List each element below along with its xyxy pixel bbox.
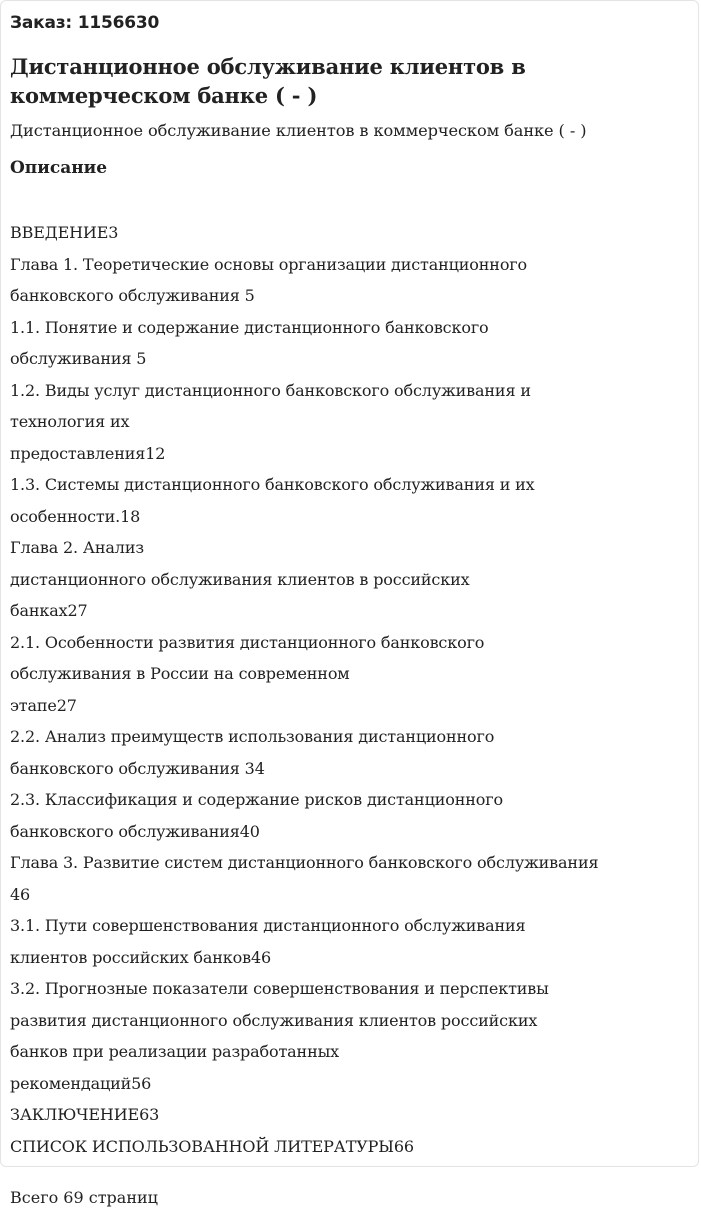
toc-line bbox=[10, 912, 694, 944]
toc-line bbox=[10, 723, 694, 755]
toc-line-text: обслуживания bbox=[10, 349, 137, 368]
toc-line bbox=[10, 471, 694, 503]
toc-line-text: 3.2. Прогнозные показатели совершенствования и перспективы bbox=[10, 979, 549, 998]
toc-line-text: развития дистанционного обслуживания клиентов российских bbox=[10, 1010, 538, 1030]
description-heading: Описание bbox=[10, 158, 108, 178]
toc-line-text: особенности. bbox=[10, 506, 121, 526]
toc-line-text: Глава 1. Теоретические основы организации дистанционного bbox=[10, 254, 528, 274]
toc-line-text: дистанционного обслуживания клиентов в российских bbox=[10, 569, 470, 589]
toc-line bbox=[10, 786, 694, 818]
toc-line-text: 1.3. Системы дистанционного банковского обслуживания и их bbox=[10, 475, 535, 494]
total-pages: Всего 69 страниц bbox=[10, 1188, 158, 1207]
toc-line bbox=[10, 1101, 694, 1133]
toc-page-number: 5 bbox=[136, 349, 147, 368]
toc-line-text: технология их bbox=[10, 412, 130, 431]
toc-page-number: 5 bbox=[244, 286, 255, 305]
toc-page-number: 12 bbox=[145, 443, 166, 463]
order-number: Заказ: 1156630 bbox=[10, 13, 160, 33]
toc-line bbox=[10, 1133, 694, 1165]
toc-line bbox=[10, 975, 694, 1007]
toc-line bbox=[10, 251, 694, 283]
toc-line bbox=[10, 629, 694, 661]
document-title bbox=[10, 52, 694, 110]
toc-line-text: банковского обслуживания bbox=[10, 821, 240, 841]
document-title-line-2: коммерческом банке ( - ) bbox=[10, 83, 318, 108]
toc-line bbox=[10, 849, 694, 881]
toc-page-number: 66 bbox=[393, 1136, 414, 1156]
toc-line-text: ЗАКЛЮЧЕНИЕ bbox=[10, 1105, 140, 1124]
toc-line bbox=[10, 660, 694, 692]
toc-page-number: 18 bbox=[120, 506, 141, 526]
toc-page-number: 40 bbox=[239, 821, 260, 841]
toc-line bbox=[10, 503, 694, 535]
toc-line-text: 3.1. Пути совершенствования дистанционного обслуживания bbox=[10, 916, 526, 935]
toc-page-number: 27 bbox=[67, 601, 88, 620]
toc-line-text: 2.3. Классификация и содержание рисков дистанционного bbox=[10, 790, 503, 809]
toc-page-number: 34 bbox=[244, 758, 265, 778]
toc-line-text: СПИСОК ИСПОЛЬЗОВАННОЙ ЛИТЕРАТУРЫ bbox=[10, 1136, 394, 1156]
toc-line bbox=[10, 408, 694, 440]
toc-line-text: Глава 2. Анализ bbox=[10, 538, 144, 557]
toc-line bbox=[10, 818, 694, 850]
toc-line bbox=[10, 282, 694, 314]
toc-line bbox=[10, 440, 694, 472]
toc-line bbox=[10, 377, 694, 409]
toc-line bbox=[10, 881, 694, 913]
toc-line bbox=[10, 597, 694, 629]
toc-page-number: 46 bbox=[250, 947, 272, 967]
toc-line-text: 1.2. Виды услуг дистанционного банковского обслуживания и bbox=[10, 380, 531, 400]
toc-line bbox=[10, 1038, 694, 1070]
toc-line bbox=[10, 314, 694, 346]
toc-line-text: банках bbox=[10, 601, 68, 620]
toc-line-text: 2.1. Особенности развития дистанционного банковского bbox=[10, 632, 485, 652]
document-content bbox=[10, 9, 694, 1212]
toc-page-number: 46 bbox=[10, 884, 31, 904]
toc-page-number: 56 bbox=[131, 1073, 152, 1093]
toc-page-number: 3 bbox=[108, 223, 119, 242]
toc-line bbox=[10, 534, 694, 566]
document-title-line-1: Дистанционное обслуживание клиентов в bbox=[10, 54, 526, 79]
toc-line bbox=[10, 345, 694, 377]
toc-line-text: банков при реализации разработанных bbox=[10, 1042, 340, 1061]
toc-line-text: этапе bbox=[10, 695, 57, 715]
toc-line-text: банковского обслуживания bbox=[10, 286, 245, 305]
toc-line-text: ВВЕДЕНИЕ bbox=[10, 223, 109, 242]
toc-line-text: клиентов российских банков bbox=[10, 947, 251, 967]
toc-line bbox=[10, 755, 694, 787]
document-subtitle: Дистанционное обслуживание клиентов в коммерческом банке ( - ) bbox=[10, 121, 587, 140]
toc-line bbox=[10, 1070, 694, 1102]
toc-line-text: Глава 3. Развитие систем дистанционного банковского обслуживания bbox=[10, 853, 599, 872]
toc-line bbox=[10, 566, 694, 598]
toc-line-text: 1.1. Понятие и содержание дистанционного банковского bbox=[10, 317, 489, 337]
toc-page-number: 27 bbox=[56, 695, 77, 715]
toc-line-text: обслуживания в России на современном bbox=[10, 664, 350, 683]
toc-line-text: предоставления bbox=[10, 443, 146, 463]
toc-line-text: рекомендаций bbox=[10, 1073, 132, 1093]
toc-line bbox=[10, 1007, 694, 1039]
table-of-contents bbox=[10, 219, 694, 1164]
toc-line bbox=[10, 692, 694, 724]
toc-page-number: 63 bbox=[139, 1105, 160, 1124]
toc-line-text: 2.2. Анализ преимуществ использования дистанционного bbox=[10, 727, 495, 746]
toc-line-text: банковского обслуживания bbox=[10, 758, 245, 778]
toc-line bbox=[10, 944, 694, 976]
toc-line bbox=[10, 219, 694, 251]
